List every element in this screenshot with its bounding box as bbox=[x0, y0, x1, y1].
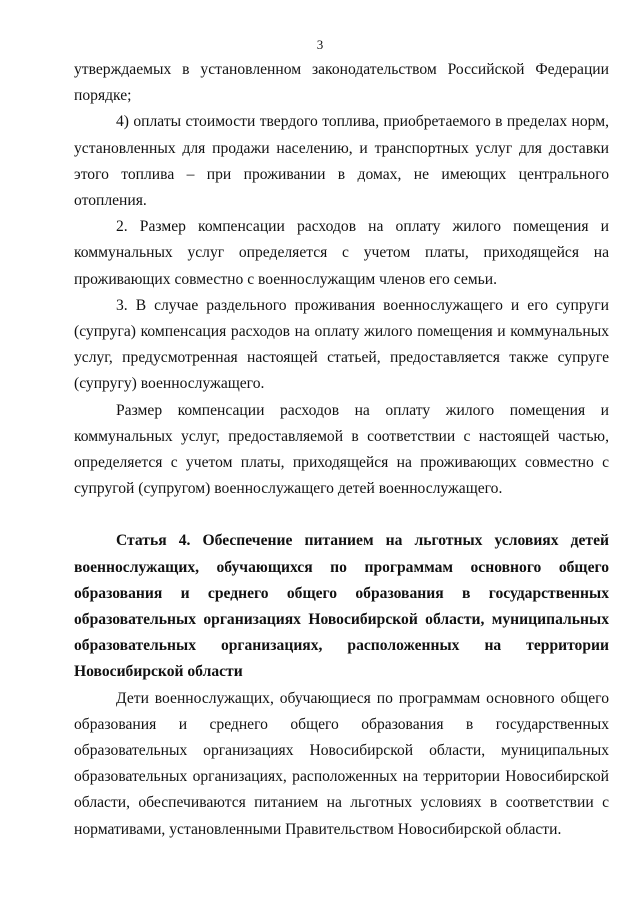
page-number: 3 bbox=[316, 37, 324, 52]
article-4-body: Дети военнослужащих, обучающиеся по программам основного общего образования и среднего общего образования в государственных образовательных организациях Новосибирской области, муниципальных образовательных организациях, расположенных на территории Новосибирской области, обеспечиваются питанием на льготных условиях в соответствии с нормативами, установленными Правительством Новосибирской области. bbox=[74, 689, 609, 838]
paragraph-part-3-compensation: Размер компенсации расходов на оплату жилого помещения и коммунальных услуг, предоставляемой в соответствии с настоящей частью, определяется с учетом платы, приходящейся на проживающих совместно с супругой (супругом) военнослужащего детей военнослужащего. bbox=[74, 401, 609, 498]
paragraph-part-2: 2. Размер компенсации расходов на оплату жилого помещения и коммунальных услуг определяется с учетом платы, приходящейся на проживающих совместно с военнослужащим членов его семьи. bbox=[74, 218, 609, 288]
paragraph-part-3: 3. В случае раздельного проживания военнослужащего и его супруги (супруга) компенсация расходов на оплату жилого помещения и коммунальных услуг, предусмотренная настоящей статьей, предоставляется также супруге (супругу) военнослужащего. bbox=[74, 296, 609, 393]
document-body bbox=[74, 57, 609, 843]
article-4-heading: Статья 4. Обеспечение питанием на льготных условиях детей военнослужащих, обучающихся по программам основного общего образования и среднего общего образования в государственных образовательных организациях Новосибирской области, муниципальных образовательных организациях, расположенных на территории Новосибирской области bbox=[74, 532, 609, 681]
paragraph-item-4: 4) оплаты стоимости твердого топлива, приобретаемого в пределах норм, установленных для продажи населению, и транспортных услуг для доставки этого топлива – при проживании в домах, не имеющих центрального отопления. bbox=[74, 113, 609, 210]
paragraph-continuation: утверждаемых в установленном законодательством Российской Федерации порядке; bbox=[74, 61, 609, 105]
